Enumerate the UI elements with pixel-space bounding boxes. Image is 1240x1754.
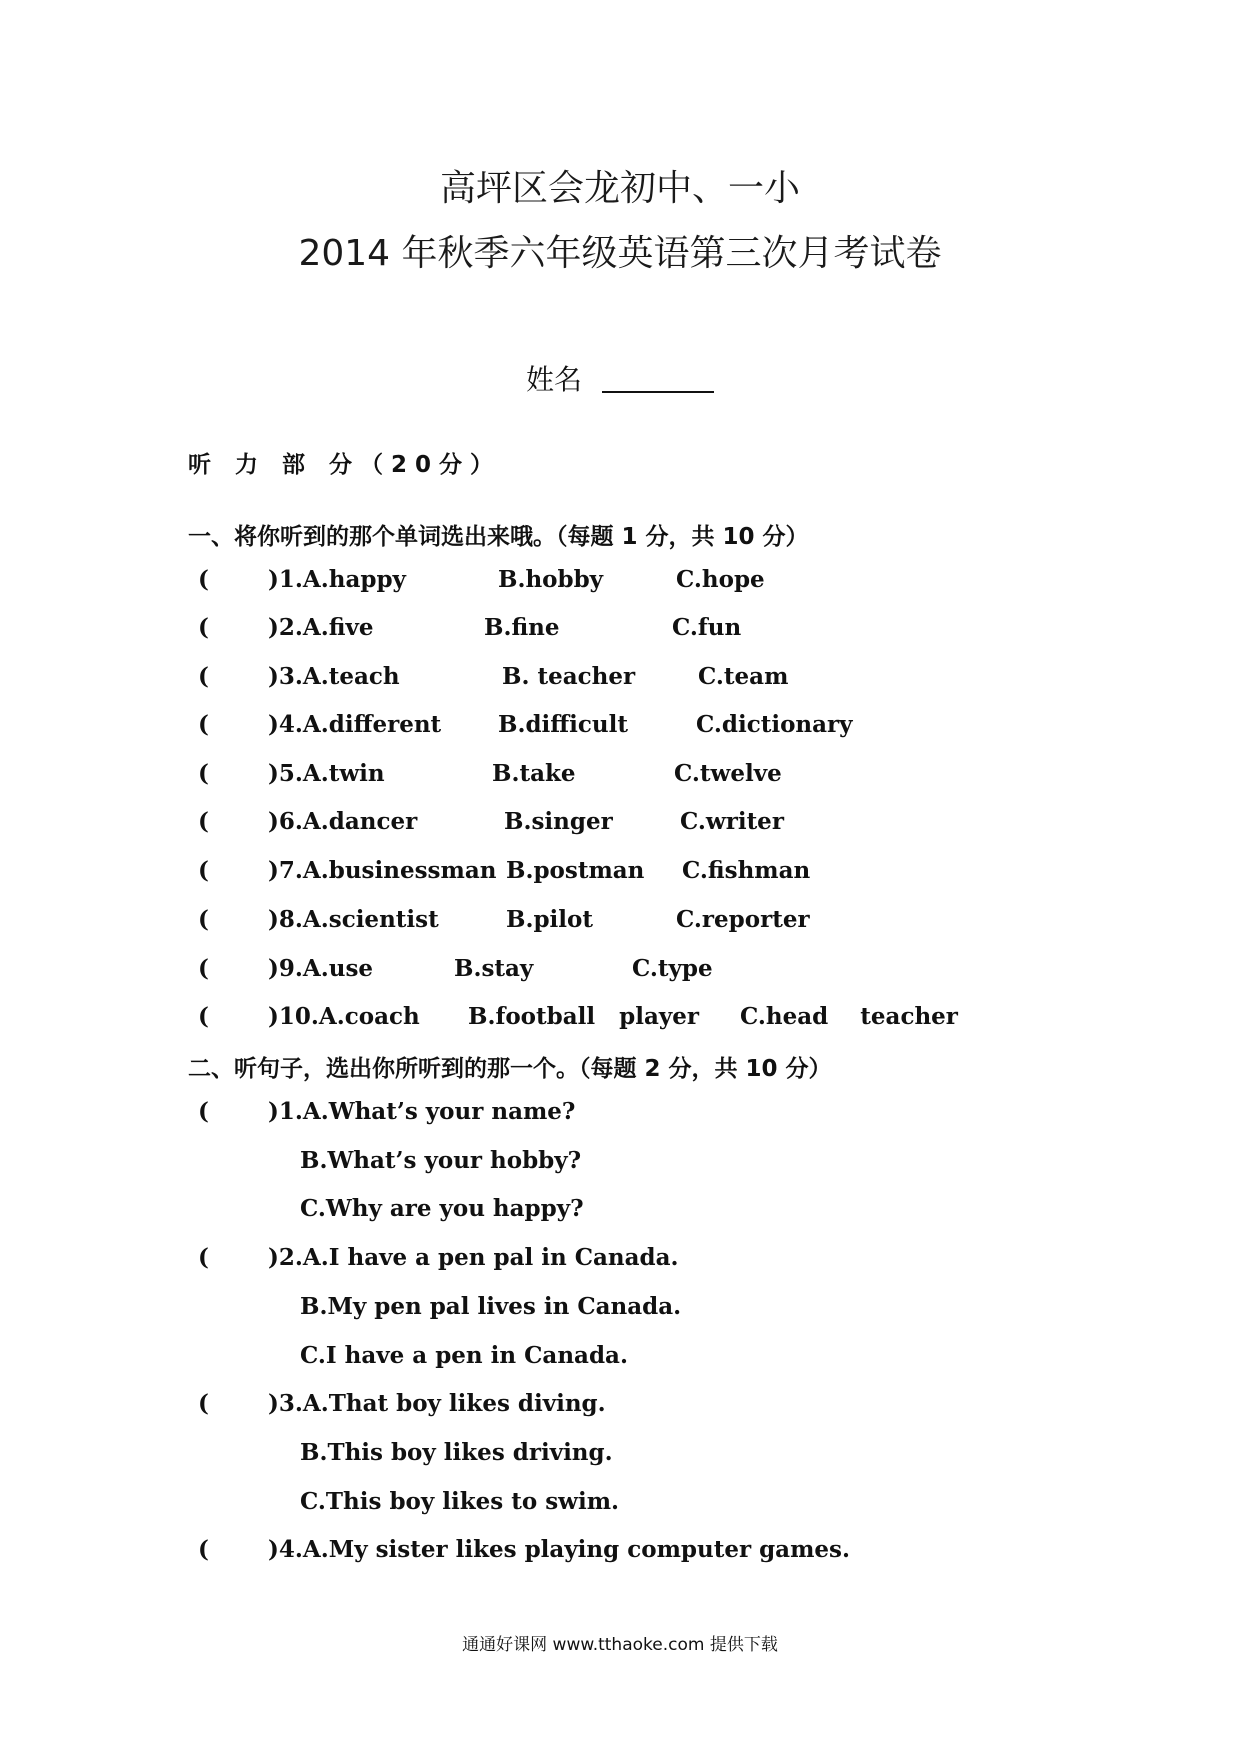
question-row bbox=[0, 906, 1240, 936]
option-a: )9.A.use bbox=[268, 955, 374, 982]
option-c: C.Why are you happy? bbox=[300, 1195, 584, 1222]
name-label: 姓名 bbox=[525, 363, 582, 396]
part2-heading: 二、听句子，选出你所听到的那一个。（每题 2 分，共 10 分） bbox=[188, 1056, 832, 1082]
answer-paren[interactable]: ( bbox=[198, 1390, 209, 1417]
option-b: B.difficult bbox=[498, 711, 628, 738]
option-c: C.head teacher bbox=[740, 1003, 958, 1030]
question-row bbox=[0, 614, 1240, 644]
option-a: )7.A.businessman bbox=[268, 857, 497, 884]
question-row bbox=[0, 857, 1240, 887]
answer-paren[interactable]: ( bbox=[198, 711, 209, 738]
option-b: B.singer bbox=[504, 808, 613, 835]
option-c: C.dictionary bbox=[696, 711, 853, 738]
option-a: )4.A.My sister likes playing computer games. bbox=[268, 1536, 851, 1563]
option-b: B.pilot bbox=[506, 906, 593, 933]
answer-paren[interactable]: ( bbox=[198, 760, 209, 787]
answer-paren[interactable]: ( bbox=[198, 1536, 209, 1563]
option-a: )4.A.different bbox=[268, 711, 442, 738]
option-c: C.fishman bbox=[682, 857, 811, 884]
answer-paren[interactable]: ( bbox=[198, 955, 209, 982]
exam-title-line2: 2014 年秋季六年级英语第三次月考试卷 bbox=[298, 233, 942, 274]
option-c: C.reporter bbox=[676, 906, 810, 933]
option-c: C.type bbox=[632, 955, 713, 982]
option-b: B.fine bbox=[484, 614, 560, 641]
question-row bbox=[0, 1536, 1240, 1566]
option-a: )2.A.five bbox=[268, 614, 374, 641]
option-a: )3.A.That boy likes diving. bbox=[268, 1390, 606, 1417]
option-a: )5.A.twin bbox=[268, 760, 385, 787]
option-b: B.hobby bbox=[498, 566, 604, 593]
option-c: C.twelve bbox=[674, 760, 782, 787]
exam-title-line1: 高坪区会龙初中、一小 bbox=[439, 168, 800, 209]
option-b: B.stay bbox=[454, 955, 534, 982]
question-row bbox=[0, 566, 1240, 596]
answer-paren[interactable]: ( bbox=[198, 663, 209, 690]
question-row bbox=[0, 808, 1240, 838]
option-b: B.What’s your hobby? bbox=[300, 1147, 582, 1174]
answer-paren[interactable]: ( bbox=[198, 857, 209, 884]
question-row bbox=[0, 663, 1240, 693]
question-row bbox=[0, 1390, 1240, 1420]
option-c: C.team bbox=[698, 663, 789, 690]
question-row bbox=[0, 760, 1240, 790]
answer-paren[interactable]: ( bbox=[198, 1244, 209, 1271]
option-a: )3.A.teach bbox=[268, 663, 400, 690]
question-row bbox=[0, 711, 1240, 741]
option-b: B. teacher bbox=[502, 663, 636, 690]
option-c: C.writer bbox=[680, 808, 784, 835]
answer-paren[interactable]: ( bbox=[198, 614, 209, 641]
answer-paren[interactable]: ( bbox=[198, 906, 209, 933]
answer-paren[interactable]: ( bbox=[198, 808, 209, 835]
option-c: C.hope bbox=[676, 566, 765, 593]
name-field-row bbox=[0, 358, 1240, 398]
answer-paren[interactable]: ( bbox=[198, 1098, 209, 1125]
option-c: C.This boy likes to swim. bbox=[300, 1488, 620, 1515]
part1-heading: 一、将你听到的那个单词选出来哦。（每题 1 分，共 10 分） bbox=[188, 524, 809, 550]
option-c: C.fun bbox=[672, 614, 742, 641]
option-a: )6.A.dancer bbox=[268, 808, 418, 835]
option-a: )1.A.happy bbox=[268, 566, 406, 593]
option-b: B.take bbox=[492, 760, 576, 787]
option-b: B.football player bbox=[468, 1003, 699, 1030]
question-row bbox=[0, 1003, 1240, 1033]
question-row bbox=[0, 955, 1240, 985]
footer-source-link[interactable]: 通通好课网 www.tthaoke.com 提供下载 bbox=[462, 1635, 778, 1655]
option-b: B.This boy likes driving. bbox=[300, 1439, 613, 1466]
option-b: B.postman bbox=[506, 857, 645, 884]
answer-paren[interactable]: ( bbox=[198, 1003, 209, 1030]
option-a: )10.A.coach bbox=[268, 1003, 420, 1030]
question-row bbox=[0, 1244, 1240, 1274]
listening-heading: 听 力 部 分（20分） bbox=[188, 452, 502, 478]
option-a: )8.A.scientist bbox=[268, 906, 439, 933]
option-b: B.My pen pal lives in Canada. bbox=[300, 1293, 682, 1320]
option-c: C.I have a pen in Canada. bbox=[300, 1342, 628, 1369]
answer-paren[interactable]: ( bbox=[198, 566, 209, 593]
option-a: )2.A.I have a pen pal in Canada. bbox=[268, 1244, 679, 1271]
question-row bbox=[0, 1098, 1240, 1128]
option-a: )1.A.What’s your name? bbox=[268, 1098, 576, 1125]
name-blank-line[interactable] bbox=[602, 363, 714, 393]
